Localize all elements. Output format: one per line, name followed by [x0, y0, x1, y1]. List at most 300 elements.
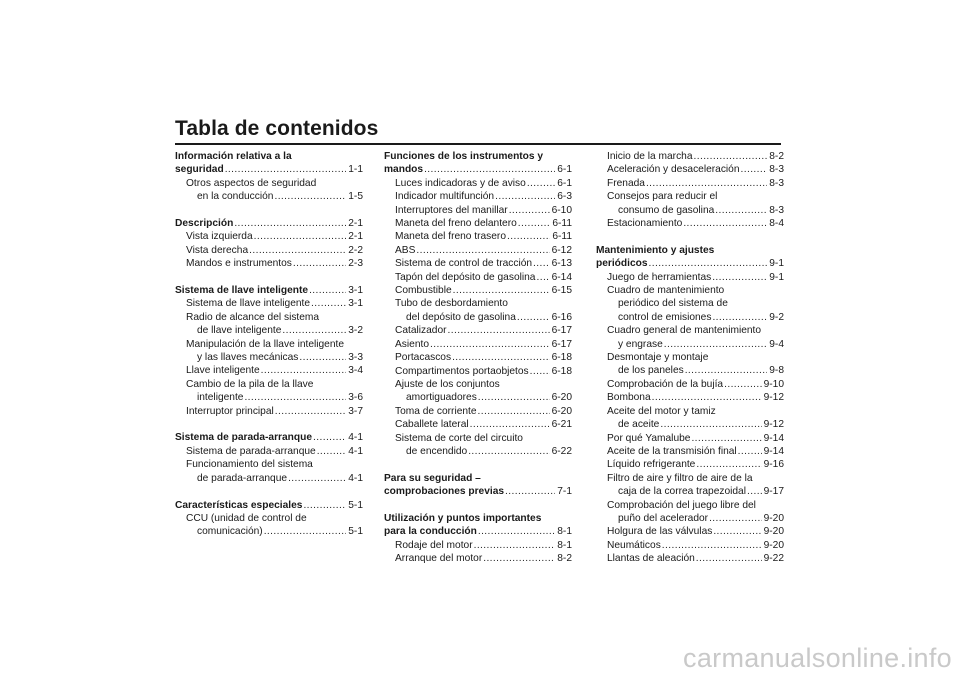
toc-page-number: 9-12: [763, 419, 784, 431]
dot-leader: [244, 391, 346, 404]
toc-entry-text-line: [596, 472, 784, 485]
toc-item-entry[interactable]: [596, 432, 784, 445]
toc-item-entry[interactable]: [175, 338, 363, 365]
dot-leader: [536, 271, 549, 284]
toc-entry-leader-line: [175, 163, 363, 176]
dot-leader: [527, 177, 555, 190]
dot-leader: [261, 364, 347, 377]
toc-page-number: 6-10: [551, 204, 572, 216]
toc-item-entry[interactable]: [384, 190, 572, 203]
toc-entry-title: Interruptor principal: [186, 405, 274, 417]
toc-item-entry[interactable]: [384, 365, 572, 378]
dot-leader: [453, 284, 550, 297]
toc-section-entry[interactable]: [384, 472, 572, 499]
toc-item-entry[interactable]: [175, 445, 363, 458]
toc-entry-title: Interruptores del manillar: [395, 204, 508, 216]
toc-page-number: 8-1: [557, 539, 572, 551]
toc-entry-title: Arranque del motor: [395, 553, 483, 565]
toc-item-entry[interactable]: [596, 445, 784, 458]
dot-leader: [430, 338, 550, 351]
dot-leader: [474, 539, 556, 552]
toc-page-number: 6-1: [557, 177, 572, 189]
toc-item-entry[interactable]: [596, 177, 784, 190]
toc-entry-leader-line: [596, 217, 784, 230]
dot-leader: [660, 418, 761, 431]
toc-item-entry[interactable]: [596, 525, 784, 538]
toc-page-number: 3-1: [348, 298, 363, 310]
toc-item-entry[interactable]: [596, 284, 784, 324]
toc-entry-leader-line: [175, 230, 363, 243]
toc-entry-leader-line: [175, 284, 363, 297]
toc-item-entry[interactable]: [596, 499, 784, 526]
toc-entry-title: Vista izquierda: [186, 231, 253, 243]
toc-page-number: 6-22: [551, 445, 572, 457]
toc-entry-leader-line: [384, 485, 572, 498]
toc-page-number: 8-1: [557, 526, 572, 538]
dot-leader: [424, 163, 555, 176]
toc-entry-leader-line: [384, 284, 572, 297]
toc-entry-title: Rodaje del motor: [395, 539, 473, 551]
toc-item-entry[interactable]: [596, 458, 784, 471]
dot-leader: [313, 431, 346, 444]
toc-entry-leader-line: [175, 499, 363, 512]
toc-entry-title: Consejos para reducir el: [607, 191, 718, 203]
toc-page-number: 6-12: [551, 244, 572, 256]
toc-item-entry[interactable]: [596, 378, 784, 391]
toc-page-number: 3-4: [348, 365, 363, 377]
toc-section-entry[interactable]: [384, 150, 572, 177]
toc-item-entry[interactable]: [596, 150, 784, 163]
toc-column-3: [596, 150, 784, 566]
toc-item-entry[interactable]: [175, 230, 363, 243]
toc-entry-title: Descripción: [175, 218, 234, 230]
toc-entry-leader-line: [596, 539, 784, 552]
dot-leader: [225, 163, 347, 176]
toc-entry-title: Sistema de parada-arranque: [186, 445, 316, 457]
toc-entry-leader-line: [596, 163, 784, 176]
dot-leader: [299, 351, 346, 364]
toc-page-number: 9-4: [769, 338, 784, 350]
toc-entry-text-line: [175, 458, 363, 471]
dot-leader: [293, 257, 346, 270]
toc-entry-title: Líquido refrigerante: [607, 459, 696, 471]
toc-entry-title: Funciones de los instrumentos y: [384, 151, 544, 162]
toc-item-entry[interactable]: [384, 230, 572, 243]
dot-leader: [303, 499, 346, 512]
toc-entry-leader-line: [384, 365, 572, 378]
toc-entry-leader-line: [596, 177, 784, 190]
toc-entry-title: Sistema de corte del circuito: [395, 432, 523, 444]
dot-leader: [478, 405, 550, 418]
toc-entry-leader-line: [596, 485, 784, 498]
toc-entry-leader-line: [384, 190, 572, 203]
toc-entry-title: Aceite del motor y tamiz: [607, 405, 716, 417]
toc-page-number: 4-1: [348, 472, 363, 484]
toc-entry-text-line: [596, 351, 784, 364]
toc-entry-title: comunicación): [197, 526, 263, 538]
toc-entry-leader-line: [384, 351, 572, 364]
dot-leader: [495, 190, 555, 203]
toc-entry-title: Frenada: [607, 177, 645, 189]
toc-item-entry[interactable]: [596, 552, 784, 565]
toc-entry-leader-line: [596, 432, 784, 445]
toc-entry-leader-line: [175, 190, 363, 203]
toc-page-number: 2-2: [348, 244, 363, 256]
toc-entry-text-line: [384, 378, 572, 391]
toc-entry-title: Cuadro de mantenimiento: [607, 285, 725, 297]
toc-page-number: 6-17: [551, 325, 572, 337]
toc-entry-title: de encendido: [406, 445, 468, 457]
toc-item-entry[interactable]: [175, 244, 363, 257]
toc-entry-leader-line: [384, 539, 572, 552]
toc-page-number: 9-10: [763, 378, 784, 390]
toc-entry-title: Sistema de control de tracción: [395, 258, 533, 270]
toc-entry-title: en la conducción: [197, 191, 274, 203]
toc-item-entry[interactable]: [596, 217, 784, 230]
toc-page-number: 9-1: [769, 271, 784, 283]
toc-entry-leader-line: [596, 150, 784, 163]
toc-item-entry[interactable]: [384, 552, 572, 565]
toc-entry-leader-line: [384, 324, 572, 337]
toc-page-number: 6-16: [551, 311, 572, 323]
toc-entry-leader-line: [175, 217, 363, 230]
dot-leader: [468, 445, 549, 458]
toc-item-entry[interactable]: [384, 405, 572, 418]
toc-page-number: 6-15: [551, 285, 572, 297]
toc-page-number: 1-5: [348, 191, 363, 203]
toc-page-number: 6-13: [551, 258, 572, 270]
dot-leader: [724, 378, 762, 391]
toc-section-entry[interactable]: [175, 284, 363, 297]
toc-entry-title: de aceite: [618, 419, 660, 431]
toc-item-entry[interactable]: [175, 297, 363, 310]
toc-entry-leader-line: [175, 297, 363, 310]
toc-item-entry[interactable]: [384, 217, 572, 230]
toc-entry-leader-line: [596, 378, 784, 391]
toc-page-number: 9-12: [763, 392, 784, 404]
toc-item-entry[interactable]: [384, 177, 572, 190]
toc-entry-leader-line: [175, 391, 363, 404]
dot-leader: [715, 204, 767, 217]
toc-page-number: 9-14: [763, 445, 784, 457]
toc-entry-leader-line: [596, 364, 784, 377]
toc-entry-title: Neumáticos: [607, 539, 661, 551]
toc-entry-title: Maneta del freno trasero: [395, 231, 506, 243]
toc-page-number: 3-2: [348, 325, 363, 337]
toc-entry-title: Desmontaje y montaje: [607, 352, 709, 364]
toc-entry-leader-line: [175, 472, 363, 485]
toc-page-number: 8-2: [769, 151, 784, 162]
toc-entry-title: Comprobación del juego libre del: [607, 499, 756, 511]
dot-leader: [664, 338, 768, 351]
toc-item-entry[interactable]: [384, 271, 572, 284]
toc-entry-leader-line: [384, 177, 572, 190]
toc-entry-leader-line: [596, 418, 784, 431]
dot-leader: [518, 217, 551, 230]
toc-section-entry[interactable]: [175, 217, 363, 230]
toc-entry-leader-line: [175, 364, 363, 377]
toc-entry-title: Utilización y puntos importantes: [384, 512, 542, 524]
dot-leader: [694, 150, 768, 163]
toc-entry-title: caja de la correa trapezoidal: [618, 486, 746, 498]
toc-page-number: 5-1: [348, 499, 363, 511]
toc-item-entry[interactable]: [596, 391, 784, 404]
dot-leader: [533, 257, 550, 270]
dot-leader: [282, 324, 346, 337]
toc-entry-title: Tapón del depósito de gasolina: [395, 271, 536, 283]
toc-entry-title: Aceleración y desaceleración: [607, 164, 740, 176]
toc-entry-title: consumo de gasolina: [618, 204, 715, 216]
toc-item-entry[interactable]: [596, 190, 784, 217]
toc-entry-leader-line: [384, 244, 572, 257]
toc-entry-text-line: [596, 284, 784, 297]
toc-entry-text-line: [175, 150, 363, 163]
toc-item-entry[interactable]: [596, 163, 784, 176]
dot-leader: [452, 351, 550, 364]
toc-entry-title: Tubo de desbordamiento: [395, 298, 508, 310]
toc-page-number: 6-20: [551, 392, 572, 404]
toc-item-entry[interactable]: [175, 405, 363, 418]
toc-entry-leader-line: [384, 271, 572, 284]
dot-leader: [509, 204, 550, 217]
toc-entry-leader-line: [175, 405, 363, 418]
toc-entry-title: CCU (unidad de control de: [186, 512, 307, 524]
toc-page-number: 2-1: [348, 218, 363, 230]
toc-item-entry[interactable]: [384, 257, 572, 270]
toc-entry-leader-line: [384, 217, 572, 230]
toc-entry-text-line: [175, 311, 363, 324]
toc-section-entry[interactable]: [596, 244, 784, 271]
toc-page-number: 3-1: [348, 285, 363, 297]
title-rule: [175, 143, 781, 145]
toc-entry-text-line: [384, 150, 572, 163]
toc-entry-text-line: [384, 432, 572, 445]
toc-entry-title: Cambio de la pila de la llave: [186, 378, 314, 390]
toc-entry-text-line: [596, 405, 784, 418]
toc-entry-title: de parada-arranque: [197, 472, 288, 484]
toc-section-entry[interactable]: [175, 150, 363, 177]
toc-entry-leader-line: [596, 338, 784, 351]
toc-item-entry[interactable]: [384, 378, 572, 405]
toc-entry-title: Indicador multifunción: [395, 191, 495, 203]
dot-leader: [288, 472, 346, 485]
toc-entry-title: Compartimentos portaobjetos: [395, 365, 529, 377]
dot-leader: [646, 177, 767, 190]
toc-entry-text-line: [175, 378, 363, 391]
toc-item-entry[interactable]: [384, 284, 572, 297]
toc-entry-title: ABS: [395, 244, 416, 256]
dot-leader: [311, 297, 346, 310]
toc-entry-title: Otros aspectos de seguridad: [186, 177, 317, 189]
toc-page-number: 6-20: [551, 405, 572, 417]
toc-page-number: 9-20: [763, 512, 784, 524]
dot-leader: [741, 163, 768, 176]
toc-entry-title: Bombona: [607, 392, 651, 404]
dot-leader: [470, 418, 550, 431]
dot-leader: [264, 525, 347, 538]
toc-entry-title: y las llaves mecánicas: [197, 352, 299, 364]
toc-entry-title: periódico del sistema de: [618, 298, 728, 310]
toc-entry-leader-line: [384, 230, 572, 243]
toc-item-entry[interactable]: [175, 177, 363, 204]
toc-page-number: 5-1: [348, 526, 363, 538]
dot-leader: [691, 432, 761, 445]
toc-entry-leader-line: [175, 445, 363, 458]
toc-entry-title: Combustible: [395, 285, 452, 297]
toc-item-entry[interactable]: [384, 324, 572, 337]
toc-item-entry[interactable]: [384, 244, 572, 257]
toc-item-entry[interactable]: [175, 458, 363, 485]
toc-entry-title: Sistema de llave inteligente: [175, 285, 309, 297]
toc-entry-title: Caballete lateral: [395, 419, 469, 431]
toc-entry-title: Inicio de la marcha: [607, 151, 693, 162]
toc-entry-title: control de emisiones: [618, 311, 712, 323]
toc-item-entry[interactable]: [175, 378, 363, 405]
toc-entry-title: del depósito de gasolina: [406, 311, 516, 323]
dot-leader: [696, 552, 762, 565]
toc-page-number: 6-3: [557, 191, 572, 203]
toc-entry-title: Luces indicadoras y de aviso: [395, 177, 526, 189]
toc-entry-title: amortiguadores: [406, 392, 477, 404]
toc-page-number: 9-20: [763, 539, 784, 551]
toc-entry-leader-line: [596, 445, 784, 458]
toc-item-entry[interactable]: [175, 257, 363, 270]
toc-entry-leader-line: [596, 458, 784, 471]
toc-entry-title: periódicos: [596, 258, 648, 270]
toc-entry-title: Catalizador: [395, 325, 447, 337]
dot-leader: [448, 324, 550, 337]
toc-entry-title: Comprobación de la bujía: [607, 378, 724, 390]
toc-page-number: 3-6: [348, 392, 363, 404]
toc-page-number: 9-16: [763, 459, 784, 471]
toc-entry-leader-line: [175, 257, 363, 270]
toc-page-number: 2-1: [348, 231, 363, 243]
toc-entry-title: Información relativa a la: [175, 151, 292, 162]
toc-entry-title: Radio de alcance del sistema: [186, 311, 320, 323]
toc-entry-title: de los paneles: [618, 365, 684, 377]
toc-entry-leader-line: [384, 525, 572, 538]
toc-item-entry[interactable]: [596, 271, 784, 284]
toc-entry-text-line: [175, 177, 363, 190]
toc-entry-leader-line: [384, 311, 572, 324]
toc-entry-title: puño del acelerador: [618, 512, 709, 524]
toc-entry-leader-line: [384, 204, 572, 217]
toc-item-entry[interactable]: [175, 512, 363, 539]
toc-entry-title: Funcionamiento del sistema: [186, 459, 313, 471]
toc-item-entry[interactable]: [596, 405, 784, 432]
toc-entry-title: Características especiales: [175, 499, 303, 511]
toc-section-entry[interactable]: [175, 431, 363, 444]
dot-leader: [530, 365, 550, 378]
toc-entry-leader-line: [596, 311, 784, 324]
toc-page-number: 3-3: [348, 352, 363, 364]
dot-leader: [712, 311, 767, 324]
toc-page-number: 6-11: [552, 218, 572, 230]
toc-entry-title: Llave inteligente: [186, 365, 260, 377]
toc-item-entry[interactable]: [175, 311, 363, 338]
dot-leader: [416, 244, 549, 257]
toc-entry-leader-line: [175, 244, 363, 257]
toc-entry-title: comprobaciones previas: [384, 486, 505, 498]
dot-leader: [254, 230, 347, 243]
toc-page-number: 6-14: [551, 271, 572, 283]
toc-item-entry[interactable]: [384, 204, 572, 217]
toc-item-entry[interactable]: [384, 539, 572, 552]
toc-entry-text-line: [596, 190, 784, 203]
toc-page-number: 9-20: [763, 526, 784, 538]
toc-page-number: 6-21: [551, 419, 572, 431]
toc-item-entry[interactable]: [384, 432, 572, 459]
toc-entry-title: seguridad: [175, 164, 224, 176]
toc-page-number: 1-1: [348, 164, 363, 176]
toc-entry-title: Holgura de las válvulas: [607, 526, 713, 538]
toc-entry-leader-line: [384, 391, 572, 404]
toc-item-entry[interactable]: [596, 324, 784, 351]
toc-page-number: 9-1: [769, 258, 784, 270]
toc-entry-leader-line: [384, 163, 572, 176]
toc-entry-leader-line: [384, 405, 572, 418]
dot-leader: [483, 552, 555, 565]
toc-page-number: 9-8: [769, 365, 784, 377]
toc-entry-text-line: [175, 338, 363, 351]
toc-entry-leader-line: [175, 324, 363, 337]
toc-entry-title: Maneta del freno delantero: [395, 218, 517, 230]
toc-item-entry[interactable]: [596, 539, 784, 552]
dot-leader: [517, 311, 550, 324]
toc-entry-leader-line: [596, 525, 784, 538]
toc-entry-title: Mantenimiento y ajustes: [596, 244, 715, 256]
toc-page-number: 8-3: [769, 177, 784, 189]
toc-entry-title: Juego de herramientas: [607, 271, 712, 283]
toc-entry-title: Mandos e instrumentos: [186, 258, 292, 270]
toc-item-entry[interactable]: [384, 338, 572, 351]
toc-entry-text-line: [384, 297, 572, 310]
toc-item-entry[interactable]: [175, 364, 363, 377]
toc-entry-text-line: [596, 324, 784, 337]
toc-entry-leader-line: [596, 204, 784, 217]
toc-entry-title: Llantas de aleación: [607, 553, 695, 565]
toc-section-entry[interactable]: [384, 512, 572, 539]
toc-page-number: 6-18: [551, 352, 572, 364]
toc-page-number: 6-18: [551, 365, 572, 377]
toc-entry-text-line: [596, 499, 784, 512]
toc-page-number: 6-17: [551, 338, 572, 350]
dot-leader: [478, 391, 550, 404]
dot-leader: [234, 217, 346, 230]
toc-entry-leader-line: [596, 271, 784, 284]
toc-item-entry[interactable]: [596, 351, 784, 378]
toc-page-number: 9-14: [763, 432, 784, 444]
toc-section-entry[interactable]: [175, 499, 363, 512]
toc-entry-title: Vista derecha: [186, 244, 249, 256]
toc-item-entry[interactable]: [384, 297, 572, 324]
dot-leader: [738, 445, 762, 458]
dot-leader: [662, 539, 762, 552]
toc-entry-title: de llave inteligente: [197, 325, 282, 337]
toc-entry-title: Para su seguridad –: [384, 472, 481, 484]
toc-item-entry[interactable]: [384, 418, 572, 431]
toc-page-number: 9-17: [763, 486, 784, 498]
toc-page-number: 8-3: [769, 164, 784, 176]
toc-entry-title: Cuadro general de mantenimiento: [607, 325, 762, 337]
toc-item-entry[interactable]: [596, 472, 784, 499]
toc-entry-leader-line: [596, 552, 784, 565]
toc-entry-title: Toma de corriente: [395, 405, 477, 417]
dot-leader: [747, 485, 762, 498]
toc-item-entry[interactable]: [384, 351, 572, 364]
toc-entry-leader-line: [175, 351, 363, 364]
toc-page-number: 9-2: [769, 311, 784, 323]
